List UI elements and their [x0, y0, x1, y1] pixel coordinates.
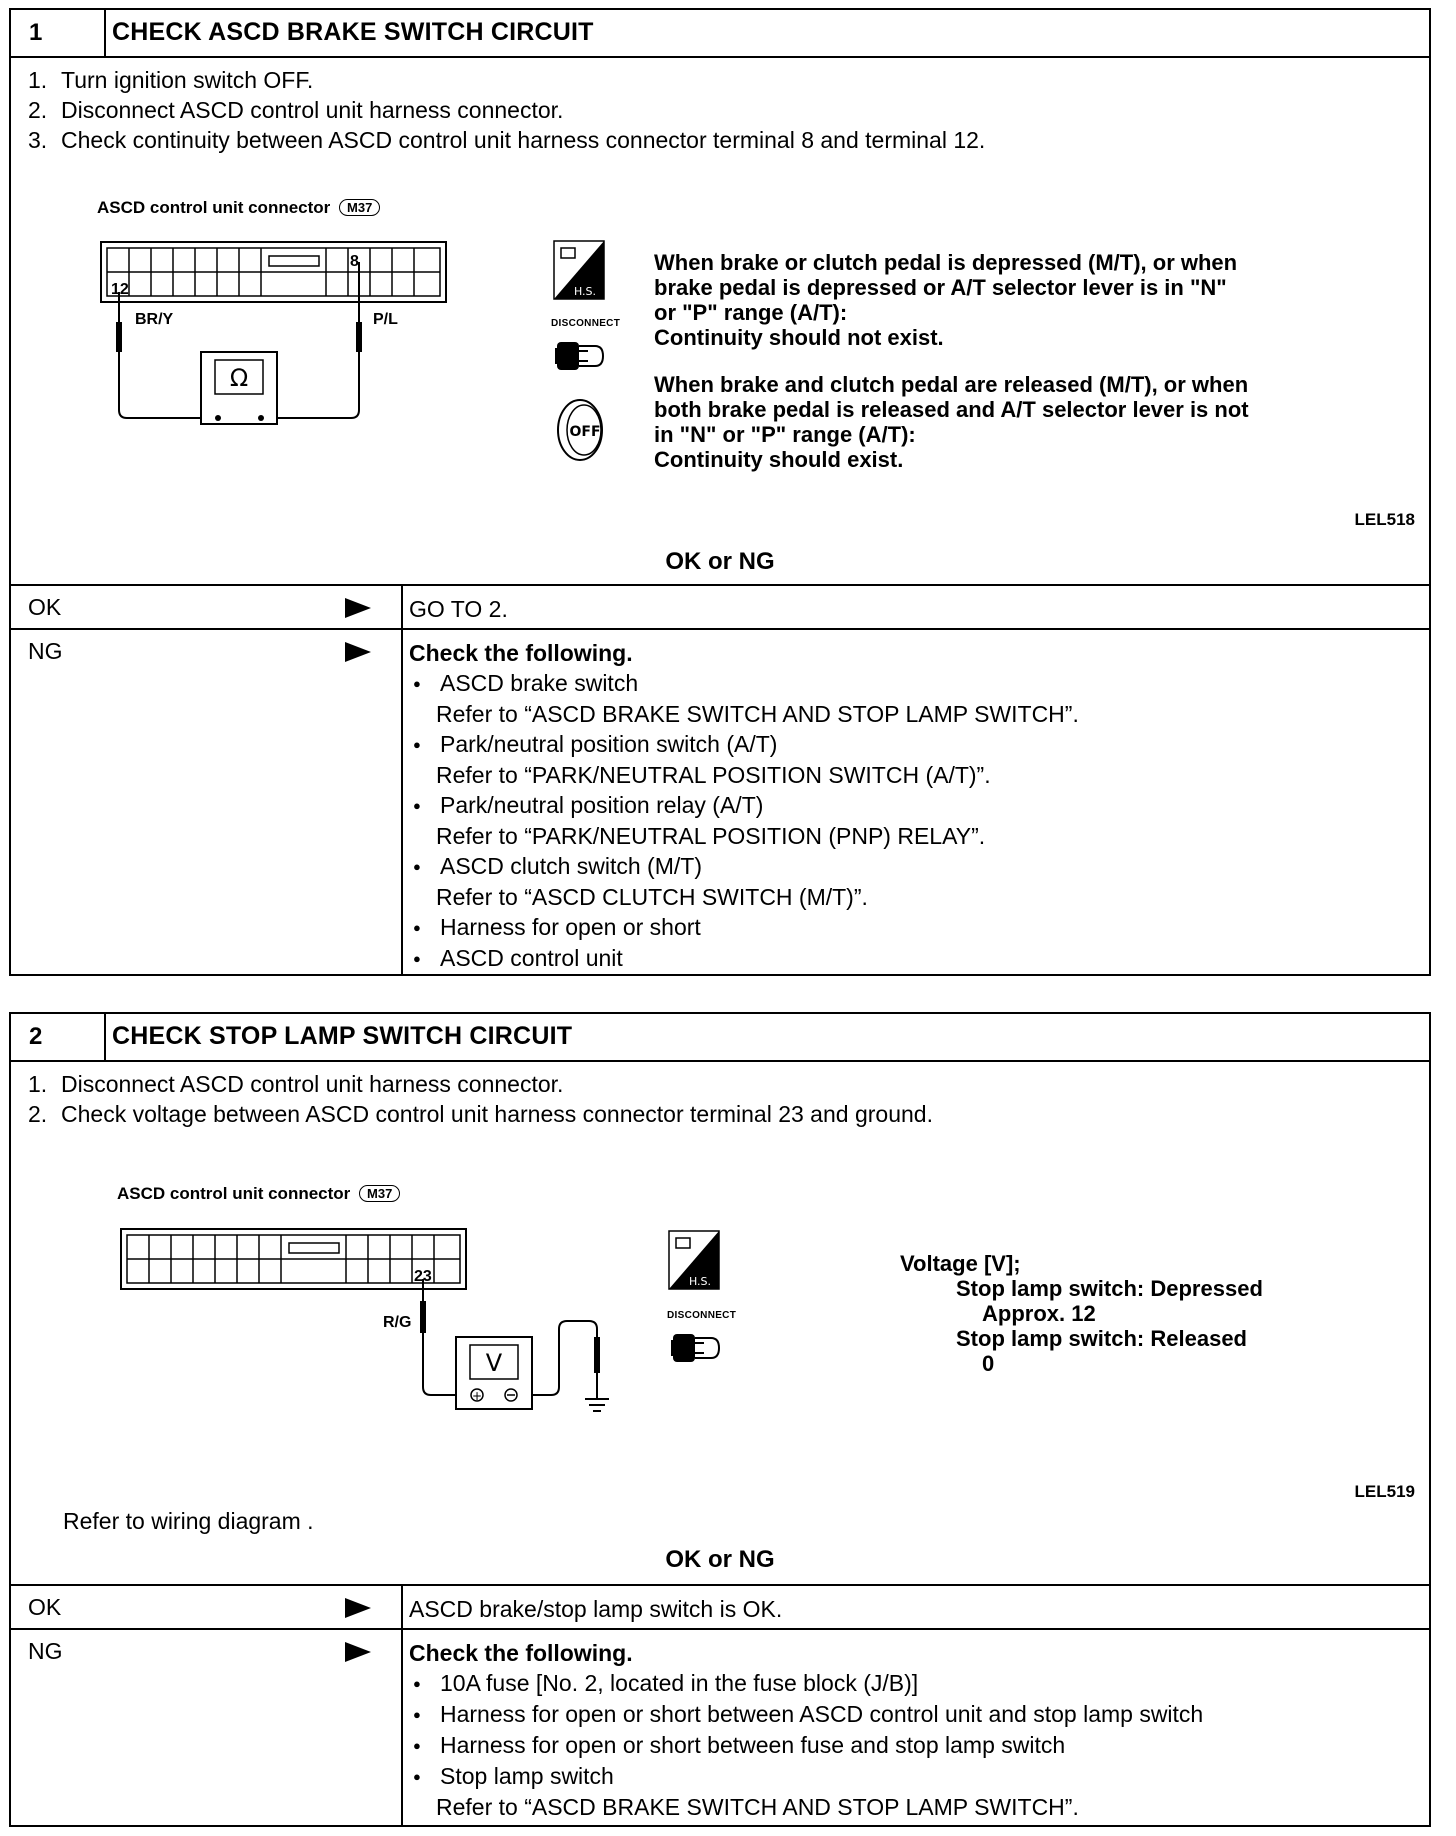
list-item: ● Park/neutral position switch (A/T): [409, 729, 1079, 760]
list-item: ● Harness for open or short between ASCD control unit and stop lamp switch: [409, 1699, 1203, 1730]
section-2-header: [11, 1014, 1429, 1062]
section-2-step: 1. Disconnect ASCD control unit harness connector.: [28, 1071, 564, 1097]
ok-label: OK: [28, 1594, 62, 1620]
meter-symbol-volt: V: [485, 1349, 503, 1377]
hs-icon: [668, 1230, 720, 1290]
terminal-label: 12: [111, 281, 129, 298]
list-item: ● Harness for open or short between fuse and stop lamp switch: [409, 1730, 1203, 1761]
ng-check-list: Check the following. ● ASCD brake switch Refer to “ASCD BRAKE SWITCH AND STOP LAMP SWITCH”. ● Park/neutral position switch (A/T) Refer to “PARK/NEUTRAL POSITION SWITCH (A/T)”. ● Park/neutral position relay (A/T) Refer to “PARK/NEUTRAL POSITION (PNP) RELAY”. ● ASCD clutch switch (M/T) Refer to “ASCD CLUTCH SWITCH (M/T)”. ● Harness for open or short ● ASCD control unit: [409, 638, 1079, 974]
wire-color-label: P/L: [373, 311, 398, 328]
list-item: ● 10A fuse [No. 2, located in the fuse block (J/B)]: [409, 1668, 1203, 1699]
check-section-2: [9, 1012, 1431, 1827]
list-item: ● ASCD control unit: [409, 943, 1079, 974]
connector-id-badge: M37: [359, 1185, 400, 1202]
ng-result-row: [11, 628, 1429, 974]
svg-text:H.S.: H.S.: [688, 1275, 712, 1288]
ok-result: ASCD brake/stop lamp switch is OK.: [409, 1596, 783, 1622]
connector-label: ASCD control unit connector M37: [97, 198, 380, 218]
connector-label: ASCD control unit connector M37: [117, 1184, 400, 1204]
disconnect-icon: [671, 1324, 721, 1372]
ok-result-row: [11, 1584, 1429, 1630]
arrow-right-icon: [345, 640, 371, 664]
arrow-right-icon: [345, 596, 371, 620]
section-1-step: 3. Check continuity between ASCD control unit harness connector terminal 8 and terminal 12.: [28, 127, 986, 153]
arrow-right-icon: [345, 1640, 371, 1664]
ok-or-ng-label: OK or NG: [665, 548, 775, 575]
check-section-1: [9, 8, 1431, 976]
ng-check-list: Check the following. ● 10A fuse [No. 2, located in the fuse block (J/B)] ● Harness for open or short between ASCD control unit and stop lamp switch ● Harness for open or short between fuse and stop lamp switch ● Stop lamp switch Refer to “ASCD BRAKE SWITCH AND STOP LAMP SWITCH”.: [409, 1638, 1203, 1822]
section-1-step: 1. Turn ignition switch OFF.: [28, 67, 314, 93]
ok-result-row: [11, 584, 1429, 630]
wiring-diagram-note: Refer to wiring diagram .: [63, 1508, 314, 1534]
connector-id-badge: M37: [339, 199, 380, 216]
continuity-spec-released: When brake and clutch pedal are released (M/T), or when both brake pedal is released and A/T selector lever is not in "N" or "P" range (A/T): Continuity should exist.: [654, 372, 1249, 472]
terminal-label: 8: [350, 253, 359, 270]
ok-or-ng-label: OK or NG: [665, 1546, 775, 1573]
arrow-right-icon: [345, 1596, 371, 1620]
figure-code: LEL519: [1354, 1482, 1415, 1501]
voltage-test-diagram: [111, 1219, 651, 1459]
list-item: ● ASCD brake switch: [409, 668, 1079, 699]
figure-code: LEL518: [1354, 510, 1415, 529]
section-1-number: 1: [29, 19, 43, 46]
list-item: ● Park/neutral position relay (A/T): [409, 790, 1079, 821]
svg-text:OFF: OFF: [569, 424, 601, 440]
list-item: ● Harness for open or short: [409, 912, 1079, 943]
hs-icon: [553, 240, 605, 300]
ng-result-row: [11, 1628, 1429, 1825]
section-1-title: CHECK ASCD BRAKE SWITCH CIRCUIT: [112, 18, 594, 46]
disconnect-icon: [555, 332, 605, 380]
voltage-spec: Voltage [V]; Stop lamp switch: Depressed Approx. 12 Stop lamp switch: Released 0: [900, 1251, 1263, 1376]
ignition-off-icon: [553, 394, 607, 464]
list-item: ● Stop lamp switch: [409, 1761, 1203, 1792]
list-item: ● ASCD clutch switch (M/T): [409, 851, 1079, 882]
svg-text:+: +: [471, 1389, 483, 1403]
section-1-step: 2. Disconnect ASCD control unit harness connector.: [28, 97, 564, 123]
ok-label: OK: [28, 594, 62, 620]
section-1-header: [11, 10, 1429, 58]
meter-symbol-ohm: Ω: [229, 364, 249, 392]
continuity-test-diagram: [91, 232, 471, 432]
disconnect-icon-caption: DISCONNECT: [551, 318, 621, 329]
ng-label: NG: [28, 638, 63, 664]
continuity-spec-depressed: When brake or clutch pedal is depressed (M/T), or when brake pedal is depressed or A/T selector lever is in "N" or "P" range (A/T): Continuity should not exist.: [654, 250, 1238, 350]
section-2-step: 2. Check voltage between ASCD control unit harness connector terminal 23 and ground.: [28, 1101, 933, 1127]
terminal-label: 23: [414, 1268, 432, 1285]
ok-result: GO TO 2.: [409, 596, 508, 622]
wire-color-label: BR/Y: [135, 311, 174, 328]
svg-text:H.S.: H.S.: [573, 285, 597, 298]
section-2-number: 2: [29, 1023, 43, 1050]
disconnect-icon-caption: DISCONNECT: [667, 1310, 737, 1321]
section-2-title: CHECK STOP LAMP SWITCH CIRCUIT: [112, 1022, 573, 1050]
ng-label: NG: [28, 1638, 63, 1664]
wire-color-label: R/G: [383, 1314, 412, 1331]
